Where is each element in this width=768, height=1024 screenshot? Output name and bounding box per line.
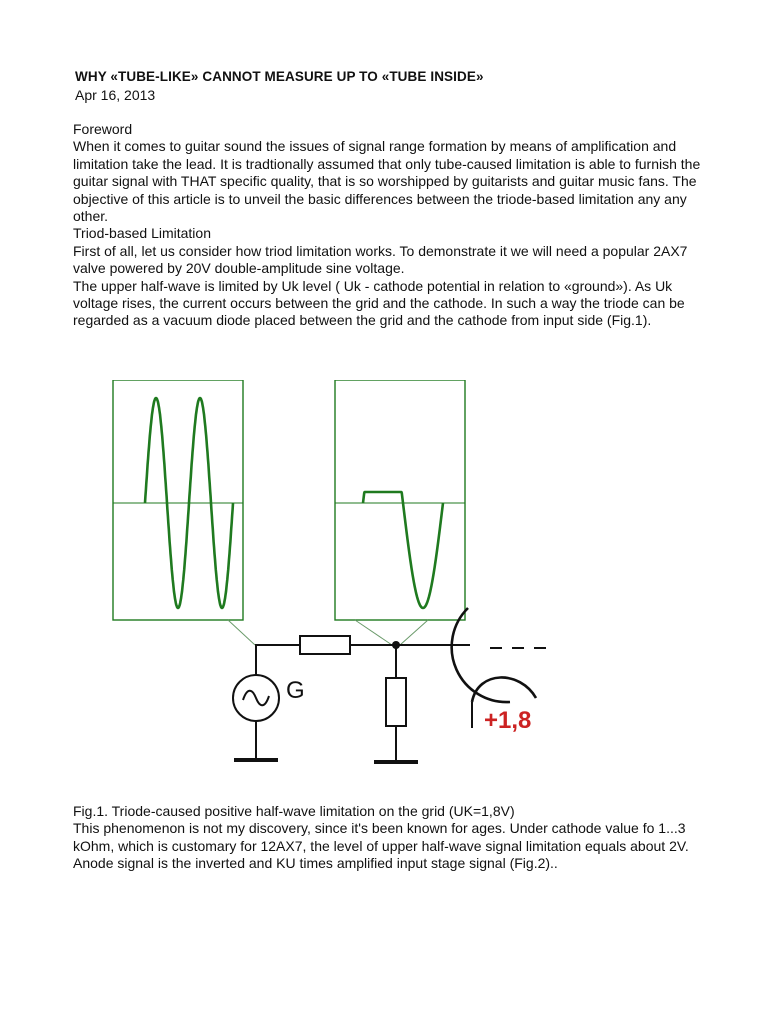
section-heading-triod: Triod-based Limitation xyxy=(73,225,211,242)
scope-panel-input xyxy=(113,380,243,620)
junction-node xyxy=(392,641,400,649)
document-date: Apr 16, 2013 xyxy=(75,87,156,103)
article-body xyxy=(73,121,703,330)
section-heading-foreword: Foreword xyxy=(73,121,133,137)
paragraph-triod-2: The upper half-wave is limited by Uk level ( Uk - cathode potential in relation to «ground»). As Uk voltage rises, the current occurs between the grid and the cathode. In such a way the triode can be regarded as a vacuum diode placed between the grid and the cathode from input side (Fig.1). xyxy=(73,277,685,329)
probe-line-limited-right xyxy=(400,620,428,645)
generator-label: G xyxy=(286,677,305,704)
figure-caption: Fig.1. Triode-caused positive half-wave limitation on the grid (UK=1,8V) xyxy=(73,803,515,819)
series-resistor xyxy=(300,636,350,654)
figure-1-schematic xyxy=(110,380,550,770)
limited-wave-output xyxy=(363,492,443,608)
paragraph-intro: When it comes to guitar sound the issues of signal range formation by means of amplification and limitation take the lead. It is tradtionally assumed that only tube-caused limitation is able to furnish the guitar signal with THAT specific quality, that is so worshipped by guitarists and guitar music fans. The objective of this article is to unveil the basic differences between the triode-based limitation any any other. xyxy=(73,138,701,225)
probe-line-limited-left xyxy=(355,620,392,645)
cathode-voltage-label: +1,8 xyxy=(484,707,532,734)
paragraph-discovery: This phenomenon is not my discovery, since it's been known for ages. Under cathode value fo 1...3 kOhm, which is customary for 12AX7, the level of upper half-wave signal limitation equals about 2V. xyxy=(73,820,689,854)
post-figure-text xyxy=(73,803,713,873)
paragraph-anode: Anode signal is the inverted and KU times amplified input stage signal (Fig.2).. xyxy=(73,855,558,872)
shunt-resistor xyxy=(386,678,406,726)
paragraph-triod-1: First of all, let us consider how triod limitation works. To demonstrate it we will need a popular 2AX7 valve powered by 20V double-amplitude sine voltage. xyxy=(73,242,688,277)
triode-tube xyxy=(452,608,536,702)
document-title: WHY «TUBE-LIKE» CANNOT MEASURE UP TO «TUBE INSIDE» xyxy=(75,69,484,84)
probe-line-input-left xyxy=(228,620,255,645)
scope-panel-limited xyxy=(335,380,465,620)
